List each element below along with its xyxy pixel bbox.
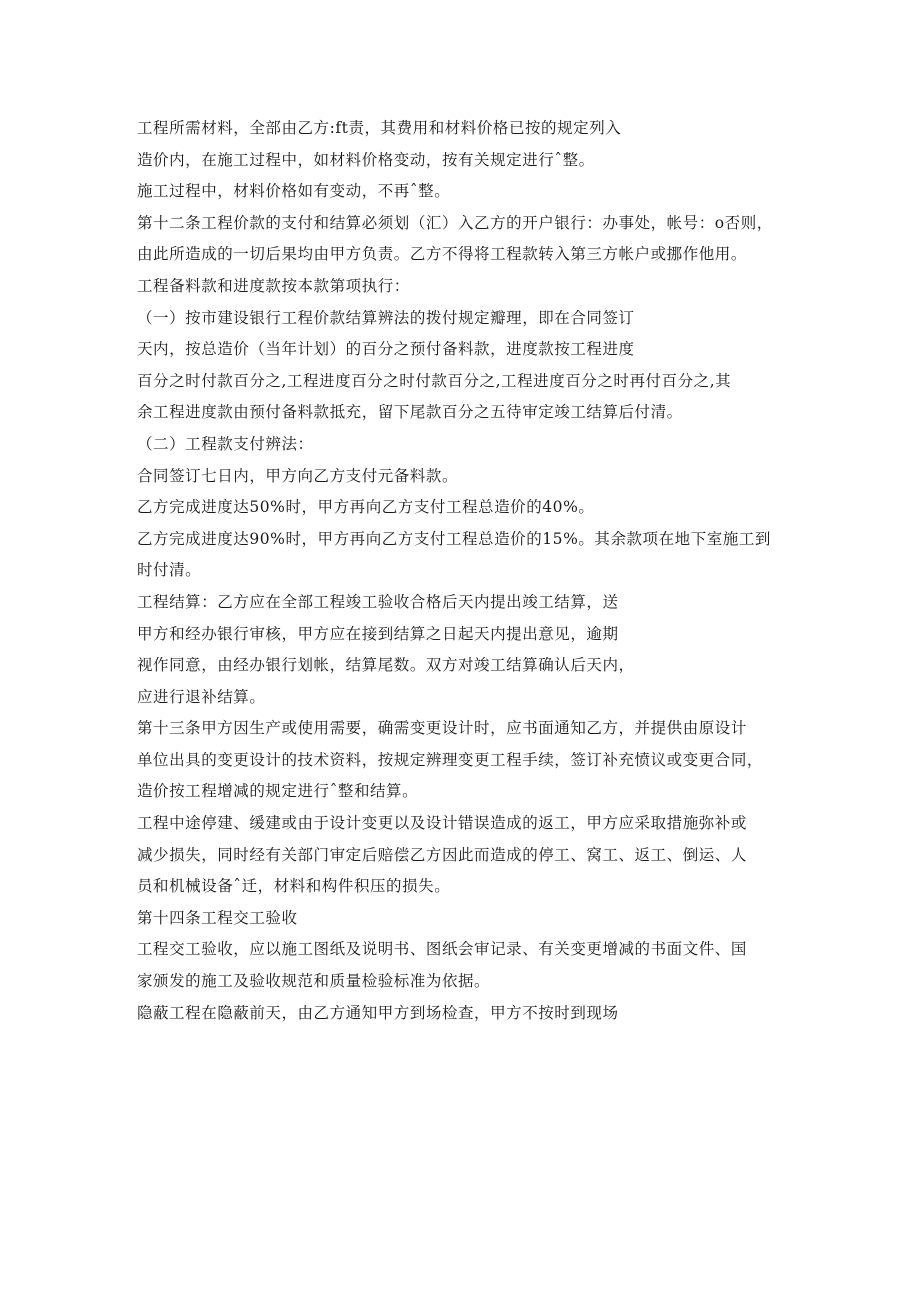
document-body <box>137 113 797 1029</box>
text-line: 乙方完成进度达50%时，甲方再向乙方支付工程总造价的40%。 <box>137 498 595 517</box>
text-line: 由此所造成的一切后果均由甲方负责。乙方不得将工程款转入第三方帐户或挪作他用。 <box>137 245 747 264</box>
text-line: 造价内，在施工过程中，如材料价格变动，按有关规定进行ˆ整。 <box>137 150 595 169</box>
text-line: 工程备料款和进度款按本款第项执行： <box>137 276 410 295</box>
text-line: 工程结算：乙方应在全部工程竣工验收合格后天内提出竣工结算，送 <box>137 592 619 611</box>
text-line: （二）工程款支付辨法： <box>137 434 314 453</box>
text-line: 造价按工程增减的规定进行ˆ整和结算。 <box>137 782 419 801</box>
text-line: 视作同意，由经办银行划帐，结算尾数。双方对竣工结算确认后天内， <box>137 656 635 675</box>
text-line: 百分之时付款百分之,工程进度百分之时付款百分之,工程进度百分之时再付百分之,其 <box>137 371 732 390</box>
text-line: 甲方和经办银行审核，甲方应在接到结算之日起天内提出意见，逾期 <box>137 624 619 643</box>
text-line: 第十三条甲方因生产或使用需要，确需变更设计时，应书面通知乙方，并提供由原设计 <box>137 719 747 738</box>
text-line: 第十二条工程价款的支付和结算必须划（汇）入乙方的开户银行：办事处，帐号：o否则， <box>137 213 773 232</box>
text-line: （一）按市建设银行工程价款结算辨法的拨付规定瓣理，即在合同签订 <box>137 308 635 327</box>
text-line: 员和机械设备ˆ迁，材料和构件积压的损失。 <box>137 877 451 896</box>
text-line: 工程交工验收，应以施工图纸及说明书、图纸会审记录、有关变更增减的书面文件、国 <box>137 940 747 959</box>
text-line: 乙方完成进度达90%时，甲方再向乙方支付工程总造价的15%。其余款项在地下室施工到 <box>137 529 771 548</box>
text-line: 施工过程中，材料价格如有变动，不再ˆ整。 <box>137 182 451 201</box>
text-line: 合同签订七日内，甲方向乙方支付元备料款。 <box>137 466 459 485</box>
text-line: 时付清。 <box>137 561 202 580</box>
text-line: 工程中途停建、缓建或由于设计变更以及设计错误造成的返工，甲方应采取措施弥补或 <box>137 814 747 833</box>
text-line: 减少损失，同时经有关部门审定后赔偿乙方因此而造成的停工、窝工、返工、倒运、人 <box>137 845 747 864</box>
text-line: 隐蔽工程在隐蔽前天，由乙方通知甲方到场检查，甲方不按时到现场 <box>137 1003 619 1022</box>
text-line: 第十四条工程交工验收 <box>137 908 298 927</box>
text-line: 余工程进度款由预付备料款抵充，留下尾款百分之五待审定竣工结算后付清。 <box>137 403 683 422</box>
text-line: 家颁发的施工及验收规范和质量检验标准为依据。 <box>137 972 491 991</box>
text-line: 单位出具的变更设计的技术资料，按规定辨理变更工程手续，签订补充愤议或变更合同， <box>137 750 763 769</box>
text-line: 工程所需材料，全部由乙方:ft责，其费用和材料价格已按的规定列入 <box>137 119 622 137</box>
text-line: 应进行退补结算。 <box>137 687 266 706</box>
text-line: 天内，按总造价（当年计划）的百分之预付备料款，进度款按工程进度 <box>137 340 635 359</box>
